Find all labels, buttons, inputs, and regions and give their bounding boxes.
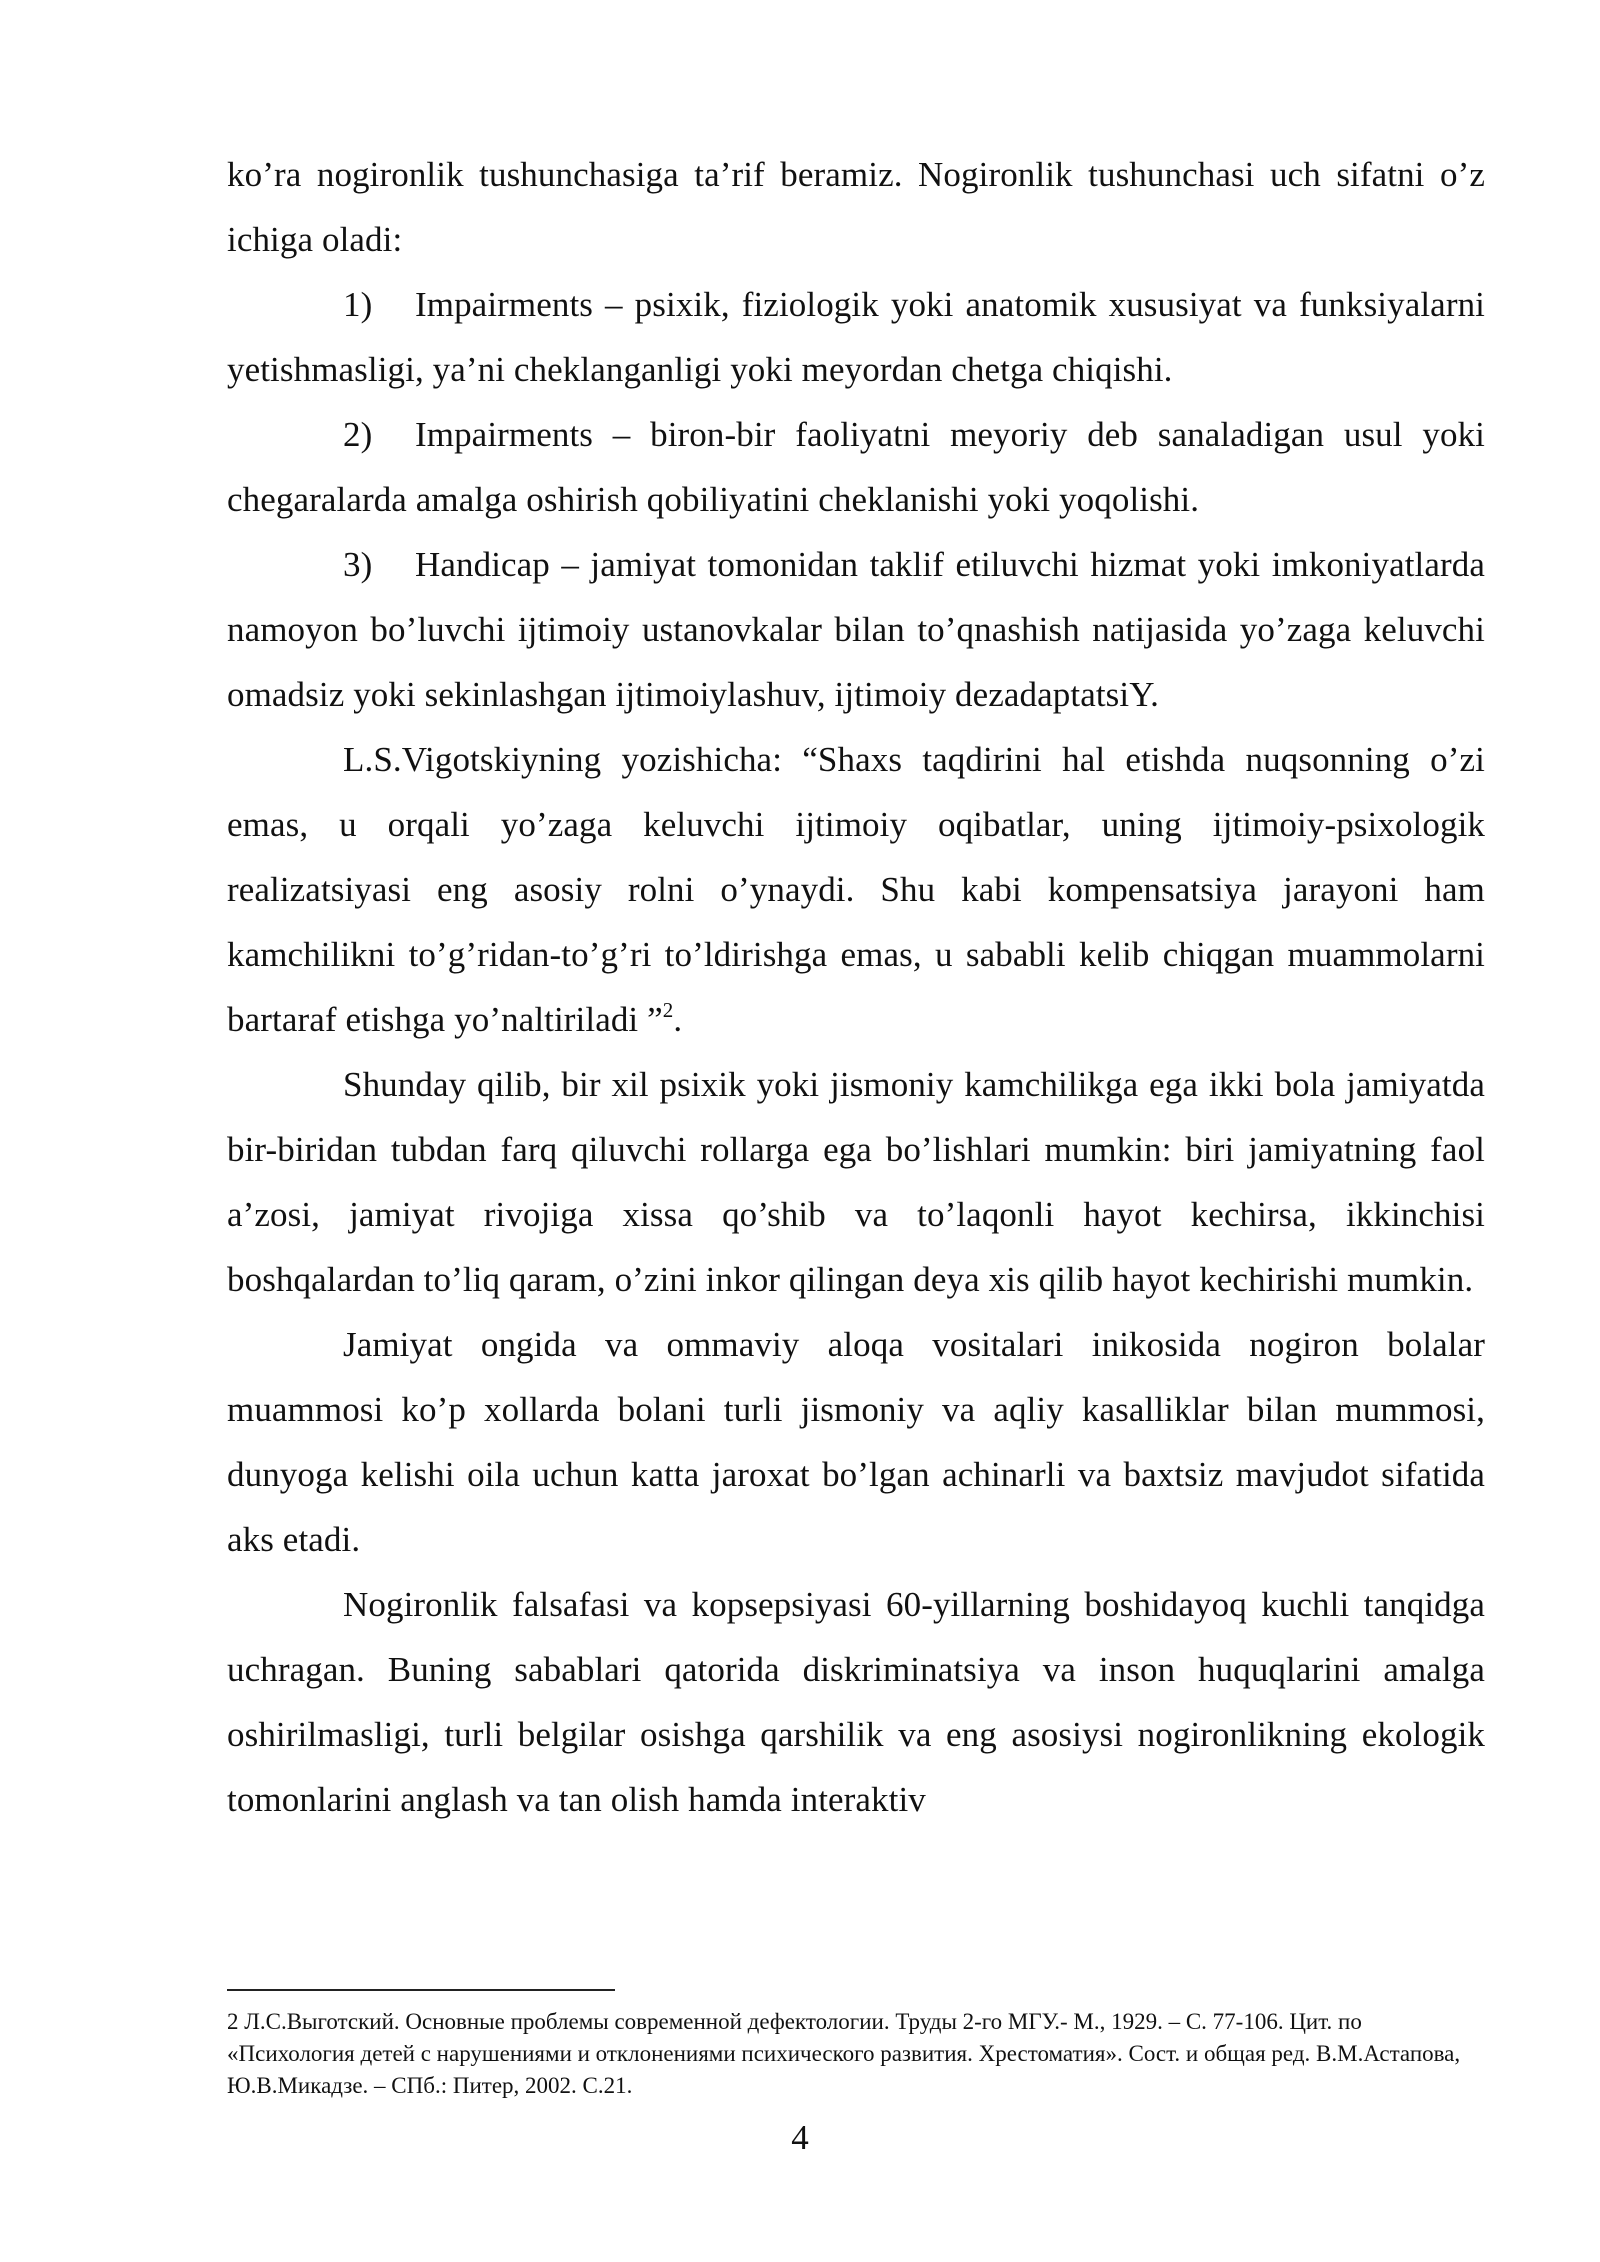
page-number: 4 xyxy=(791,2118,809,2157)
list-item-number: 1) xyxy=(343,285,373,324)
paragraph-shunday: Shunday qilib, bir xil psixik yoki jismoniy kamchilikga ega ikki bola jamiyatda bir-biridan tubdan farq qiluvchi rollarga ega bo’lishlari mumkin: biri jamiyatning faol a’zosi, jamiyat rivojiga xissa qo’shib va to’laqonli hayot kechirsa, ikkinchisi boshqalardan to’liq qaram, o’zini inkor qilingan deya xis qilib hayot kechirishi mumkin. xyxy=(227,1065,1485,1299)
list-item-2 xyxy=(227,402,1485,532)
paragraph-intro: ko’ra nogironlik tushunchasiga ta’rif beramiz. Nogironlik tushunchasi uch sifatni o’z ichiga oladi: xyxy=(227,155,1485,259)
footnote-reference[interactable]: 2 xyxy=(662,998,674,1022)
list-item-number: 2) xyxy=(343,415,373,454)
footnote-separator xyxy=(227,1989,615,1991)
list-item-1 xyxy=(227,272,1485,402)
list-item-number: 3) xyxy=(343,545,373,584)
list-item-3 xyxy=(227,532,1485,727)
paragraph-falsafa: Nogironlik falsafasi va kopsepsiyasi 60-yillarning boshidayoq kuchli tanqidga uchragan. Buning sabablari qatorida diskriminatsiya va inson huquqlarini amalga oshirilmasligi, turli belgilar osishga qarshilik va eng asosiysi nogironlikning ekologik tomonlarini anglash va tan olish hamda interaktiv xyxy=(227,1585,1485,1819)
list-item-text: Impairments – biron-bir faoliyatni meyoriy deb sanaladigan usul yoki chegaralarda amalga oshirish qobiliyatini cheklanishi yoki yoqolishi. xyxy=(227,415,1485,519)
list-item-text: Impairments – psixik, fiziologik yoki anatomik xususiyat va funksiyalarni yetishmasligi, ya’ni cheklanganligi yoki meyordan chetga chiqishi. xyxy=(227,285,1485,389)
list-item-text: Handicap – jamiyat tomonidan taklif etiluvchi hizmat yoki imkoniyatlarda namoyon bo’luvchi ijtimoiy ustanovkalar bilan to’qnashish natijasida yo’zaga keluvchi omadsiz yoki sekinlashgan ijtimoiylashuv, ijtimoiy dezadaptatsiY. xyxy=(227,545,1485,714)
paragraph-jamiyat: Jamiyat ongida va ommaviy aloqa vositalari inikosida nogiron bolalar muammosi ko’p xollarda bolani turli jismoniy va aqliy kasalliklar bilan mummosi, dunyoga kelishi oila uchun katta jaroxat bo’lgan achinarli va baxtsiz mavjudot sifatida aks etadi. xyxy=(227,1325,1485,1559)
paragraph-quote xyxy=(227,727,1485,1052)
quote-end-punctuation: . xyxy=(673,1000,683,1039)
quote-text: L.S.Vigotskiyning yozishicha: “Shaxs taqdirini hal etishda nuqsonning o’zi emas, u orqali yo’zaga keluvchi ijtimoiy oqibatlar, uning ijtimoiy-psixologik realizatsiyasi eng asosiy rolni o’ynaydi. Shu kabi kompensatsiya jarayoni ham kamchilikni to’g’ridan-to’g’ri to’ldirishga emas, u sababli kelib chiqgan muammolarni bartaraf etishga yo’naltiriladi ” xyxy=(227,740,1485,1039)
body-text xyxy=(227,142,1485,1832)
footnote: 2 Л.С.Выготский. Основные проблемы современной дефектологии. Труды 2-го МГУ.- М., 1929. – С. 77-106. Цит. по «Психология детей с нарушениями и отклонениями психического развития. Хрестоматия». Сост. и общая ред. В.М.Астапова, Ю.В.Микадзе. – СПб.: Питер, 2002. С.21. xyxy=(227,2009,1461,2098)
